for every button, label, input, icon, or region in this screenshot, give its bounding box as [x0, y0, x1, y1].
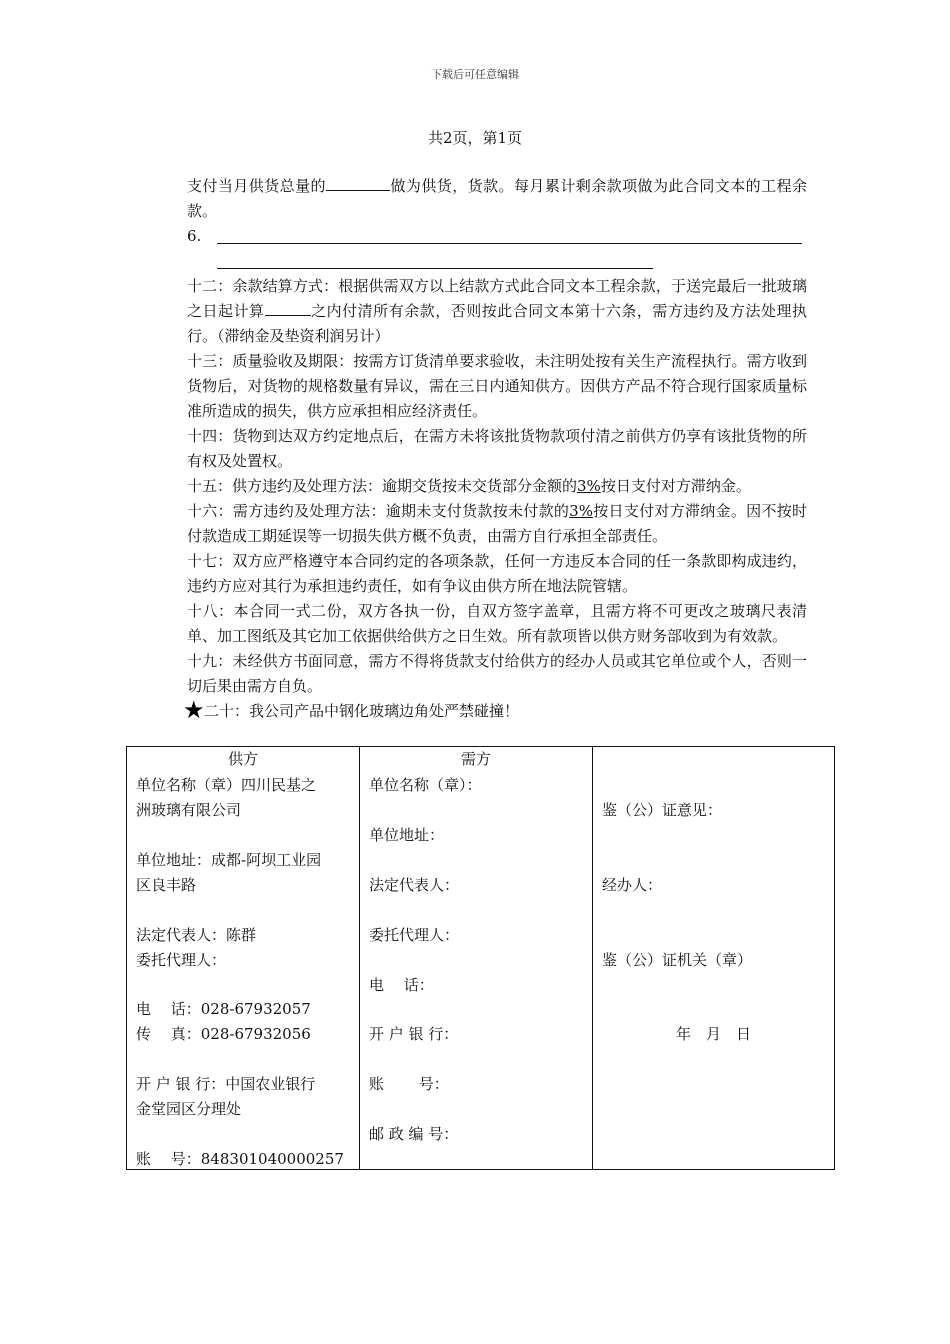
buyer-column: [360, 747, 593, 1169]
clause-15: [187, 474, 807, 499]
signature-table: [126, 746, 835, 1170]
buyer-phone: 电 话：: [369, 976, 434, 994]
buyer-postcode: 邮 政 编 号：: [369, 1125, 459, 1143]
clause-12-blank: [265, 301, 311, 316]
supplier-name-line-2: 洲玻璃有限公司: [136, 801, 242, 819]
clause-19: 十九：未经供方书面同意，需方不得将货款支付给供方的经办人员或其它单位或个人，否则一切后果由需方自负。: [187, 652, 807, 695]
payment-clause: [187, 174, 807, 224]
buyer-legal-rep: 法定代表人：: [369, 876, 460, 894]
supplier-address-line-2: 区良丰路: [136, 876, 197, 894]
clause-16: [187, 499, 807, 549]
notary-handler: 经办人：: [602, 876, 663, 894]
supplier-header: 供方: [227, 750, 258, 768]
clause-18: 十八：本合同一式二份，双方各执一份，自双方签字盖章，且需方将不可更改之玻璃尺表清单、加工图纸及其它加工依据供给供方之日生效。所有款项皆以供方财务部收到为有效款。: [187, 602, 807, 645]
supplier-address-line-1: 单位地址：成都-阿坝工业园: [136, 851, 322, 869]
clause-13: 十三：质量验收及期限：按需方订货清单要求验收，未注明处按有关生产流程执行。需方收到货物后，对货物的规格数量有异议，需在三日内通知供方。因供方产品不符合现行国家质量标准所造成的损失，供方应承担相应经济责任。: [187, 352, 807, 420]
item-6: [187, 224, 807, 274]
item-6-number: 6.: [187, 227, 202, 245]
clause-12: [187, 274, 807, 349]
payment-clause-text-b: 做为供货，货款。每月累计剩余款项做为此合同文本的工程余款。: [187, 177, 807, 220]
clause-20: [183, 696, 807, 724]
clause-15-rate: 3%: [577, 477, 601, 495]
clause-14: 十四：货物到达双方约定地点后，在需方未将该批货物款项付清之前供方仍享有该批货物的所有权及处置权。: [187, 427, 807, 470]
item-6-blank-line-1: [217, 243, 802, 244]
payment-clause-text-a: 支付当月供货总量的: [187, 177, 326, 195]
clause-15-text-a: 十五：供方违约及处理方法：逾期交货按未交货部分金额的: [187, 477, 578, 495]
buyer-agent: 委托代理人：: [369, 926, 460, 944]
clause-15-text-b: 按日支付对方滞纳金。: [600, 477, 751, 495]
clause-12-text-a: 十二：余款结算方式：根据供需双方以上结款方式此合同文本工程余款，于送完最后一批玻璃之日起计算: [187, 277, 807, 320]
supplier-account: 账 号：848301040000257: [136, 1150, 344, 1168]
clause-12-text-b: 之内付清所有余款，否则按此合同文本第十六条，需方违约及方法处理执行。（滞纳金及垫资利润另计）: [187, 302, 807, 345]
supplier-bank-line-1: 开 户 银 行：中国农业银行: [136, 1075, 316, 1093]
page-counter: 共2页，第1页: [427, 129, 523, 147]
buyer-bank: 开 户 银 行：: [369, 1025, 459, 1043]
buyer-header: 需方: [460, 750, 491, 768]
clause-20-text: 二十：我公司产品中钢化玻璃边角处严禁碰撞！: [204, 702, 520, 720]
clause-16-text-b: 按日支付对方滞纳金。因不按时付款造成工期延误等一切损失供方概不负责，由需方自行承担全部责任。: [187, 502, 807, 545]
supplier-legal-rep: 法定代表人：陈群: [136, 926, 257, 944]
supplier-fax: 传 真：028-67932056: [136, 1025, 311, 1043]
clause-16-text-a: 十六：需方违约及处理方法：逾期未支付货款按未付款的: [187, 502, 570, 520]
notary-opinion: 鉴（公）证意见：: [602, 801, 723, 819]
notary-column: [593, 747, 834, 1169]
header-note: 下载后可任意编辑: [431, 68, 519, 81]
supplier-bank-line-2: 金堂园区分理处: [136, 1100, 242, 1118]
notary-authority: 鉴（公）证机关（章）: [602, 951, 753, 969]
contract-body: [183, 174, 807, 724]
clause-17: 十七：双方应严格遵守本合同约定的各项条款，任何一方违反本合同的任一条款即构成违约，违约方应对其行为承担违约责任，如有争议由供方所在地法院管辖。: [187, 552, 807, 595]
item-6-blank-line-2: [217, 268, 653, 269]
clause-16-rate: 3%: [569, 502, 593, 520]
buyer-name: 单位名称（章）：: [369, 776, 482, 794]
notary-date: 年 月 日: [675, 1025, 751, 1043]
supplier-agent: 委托代理人：: [136, 951, 227, 969]
supplier-phone: 电 话：028-67932057: [136, 1000, 311, 1018]
star-icon: ★: [183, 696, 205, 724]
payment-blank: [326, 176, 390, 191]
buyer-account: 账 号：: [369, 1075, 449, 1093]
supplier-name-line-1: 单位名称（章）四川民基之: [136, 776, 317, 794]
supplier-column: [127, 747, 360, 1169]
buyer-address: 单位地址：: [369, 826, 445, 844]
